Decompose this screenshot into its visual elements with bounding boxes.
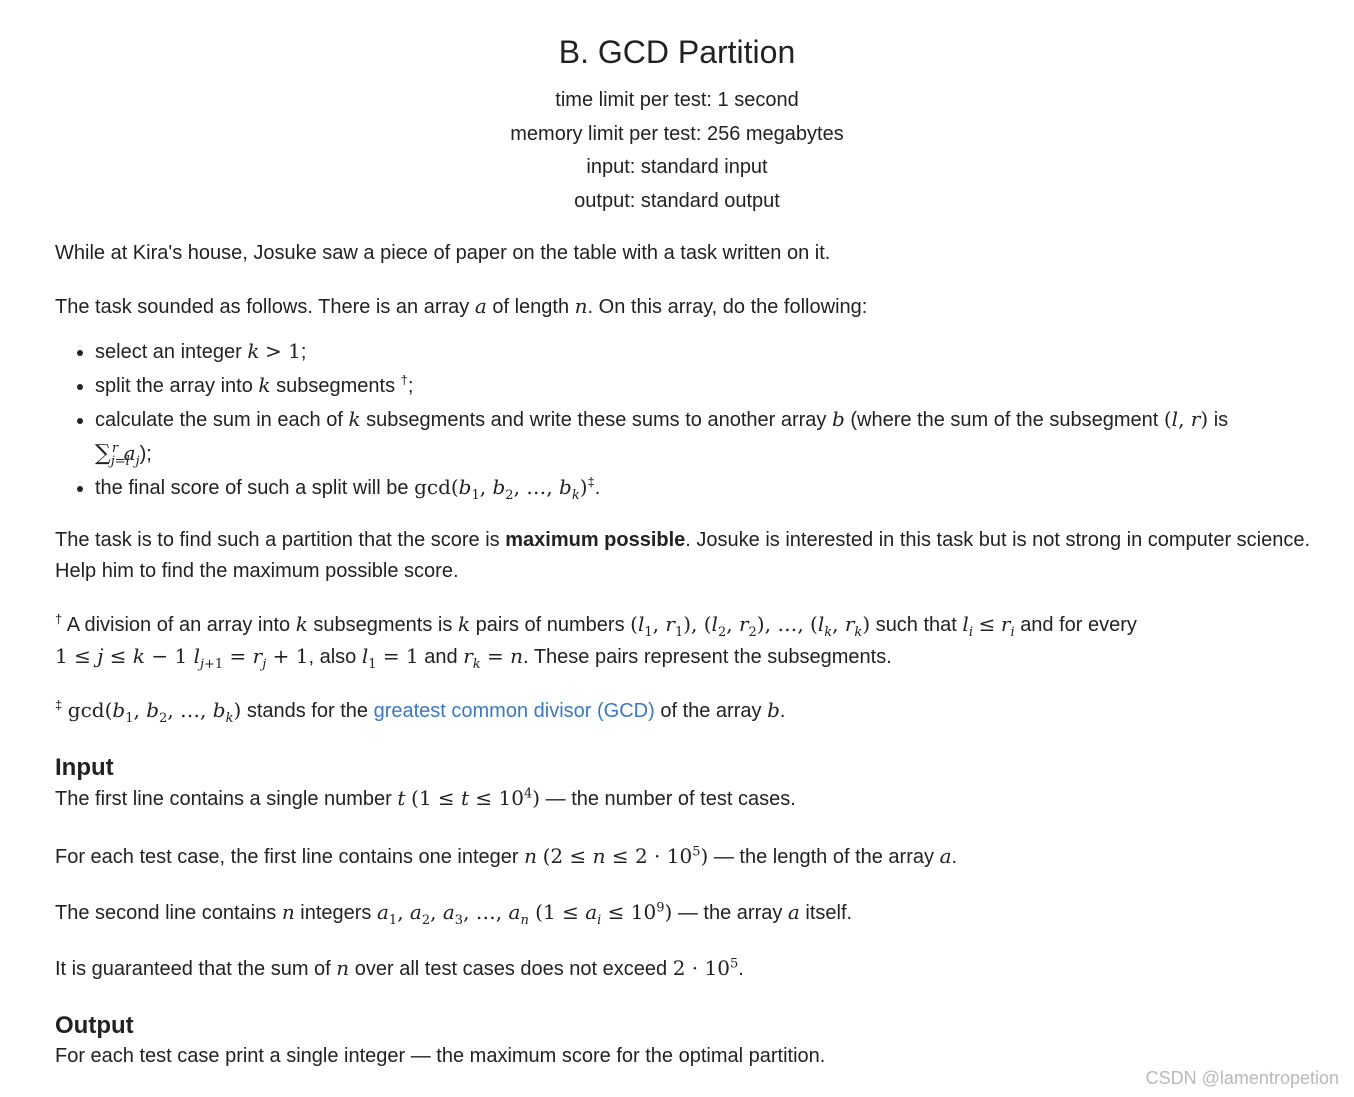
task-paragraph: The task sounded as follows. There is an array a of length n. On this array, do the following: xyxy=(55,294,868,318)
footnote-double-dagger: ‡ $\gcd(b_1$, $b_2$, …, $b_k$) stands for the greatest common divisor (GCD) of the array b. xyxy=(55,697,786,726)
limits-block xyxy=(0,84,1354,218)
memory-limit: memory limit per test: 256 megabytes xyxy=(510,122,844,145)
list-item: • the final score of such a split will be $\gcd(b_1$, $b_2$, …, $b_k)^\ddagger$. xyxy=(95,471,1350,505)
input-source: input: standard input xyxy=(586,156,768,178)
goal-bold: maximum possible xyxy=(505,529,686,551)
list-item: • select an integer k > 1; xyxy=(95,335,1350,369)
steps-list xyxy=(55,335,1350,505)
input-heading: Input xyxy=(55,754,114,781)
output-heading: Output xyxy=(55,1012,134,1039)
input-line-3: The second line contains n integers $a_1$, $a_2$, $a_3$, …, $a_n$ $(1 \le a_i \le 10^9)$ — the array a itself. xyxy=(55,900,853,928)
time-limit: time limit per test: 1 second xyxy=(555,89,799,111)
task-text-post: . On this array, do the following: xyxy=(587,296,868,318)
output-line: For each test case print a single integer — the maximum score for the optimal partition. xyxy=(55,1045,826,1067)
watermark: CSDN @lamentropetion xyxy=(1145,1068,1339,1088)
task-text-pre: The task sounded as follows. There is an array xyxy=(55,296,470,318)
problem-title: B. GCD Partition xyxy=(558,34,796,70)
list-item: • split the array into k subsegments †; xyxy=(95,369,1350,403)
legend xyxy=(55,238,1350,1072)
input-line-4: It is guaranteed that the sum of n over all test cases does not exceed $2 \cdot 10^5$. xyxy=(55,956,744,980)
output-target: output: standard output xyxy=(574,189,780,212)
footnote-dagger: † A division of an array into k subsegments is k pairs of numbers ($l_1$, $r_1$), ($l_2$, $r_2$), …, ($l_k$, $r_k$) such that $l_i \le r_i$ and for every 1 ≤ j ≤ k − 1 $l_{j+1} = r_j + 1$, also $l_1 = 1$ and $r_k = n$. These pairs represent the subsegments. xyxy=(55,611,1137,672)
input-line-2: For each test case, the first line contains one integer n $(2 \le n \le 2 \cdot 10^5)$ — the length of the array a. xyxy=(55,844,958,868)
goal-paragraph: The task is to find such a partition that the score is maximum possible. Josuke is interested in this task but is not strong in computer science. Help him to find the maximum possible score. xyxy=(55,529,1311,582)
task-text-mid: of length xyxy=(492,296,570,318)
list-item: • calculate the sum in each of k subsegments and write these sums to another array b (where the sum of the subsegment (l, r) is $\sum_{j=l}^r$ $a_j$); xyxy=(95,403,1350,471)
gcd-link[interactable]: greatest common divisor (GCD) xyxy=(373,700,655,722)
intro-paragraph: While at Kira's house, Josuke saw a piece of paper on the table with a task written on it. xyxy=(55,242,831,264)
input-line-1: The first line contains a single number t $(1 \le t \le 10^4)$ — the number of test cases. xyxy=(55,786,796,810)
